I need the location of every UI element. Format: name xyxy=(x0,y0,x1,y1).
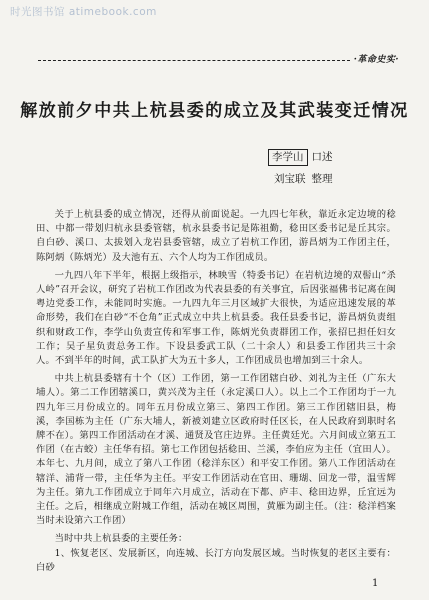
narrator-name: 李学山 xyxy=(268,149,308,166)
editor-name: 刘宝联 xyxy=(274,173,306,185)
byline-narrator xyxy=(268,146,418,168)
page-number: 1 xyxy=(372,578,379,589)
article-body xyxy=(36,208,396,575)
paragraph-3: 中共上杭县委辖有十个（区）工作团，第一工作团辖白砂、刘礼为主任（广东大埔人）。第二工作团辖溪口，黄兴茂为主任（永定溪口人）。以上二个工作团均于一九四九年三月份成立的。同年五月份成立第三、第四工作团。第三工作团辖旧县，梅溪，李国栋为主任（广东大埔人，新被刘建立区政府时任区长，在人民政府到职时名牌不在）。第四工作团活动在才溪、通贤及官庄边界。主任黄廷光。六月间成立第五工作团（在古蛟）主任华有招。第七工作团包括稔田、兰溪，李伯应为主任（宜田人）。本年七、九月间，成立了第八工作团（稔洋东区）和平安工作团。第八工作团活动在辖洋、浦背一带，主任华为主任。平安工作团活动在官田、珊瑚、回龙一带，温雪辉为主任。第九工作团成立于同年六月成立，活动在下都、庐丰、稔田边界，丘宜远为主任。之后，相继成立附城工作组，活动在城区周围，黄雁为副主任。（注：稔洋档案当时未设第六工作团） xyxy=(36,373,396,527)
editor-role: 整理 xyxy=(311,173,333,185)
paragraph-4: 当时中共上杭县委的主要任务： xyxy=(54,533,188,545)
header-rule xyxy=(38,60,350,61)
paragraph-5: 1、恢复老区、发展新区，向连城、长汀方向发展区域。当时恢复的老区主要有：白砂 xyxy=(36,547,396,573)
section-tag: ·革命史实· xyxy=(353,55,399,65)
paragraph-2: 一九四八年下半年，根据上级指示，林映雪（特委书记）在岩杭边境的双髻山“杀人岭”召开会议，研究了岩杭工作团改为代表县委的有关事宜，后因张福佛书记离在闽粤边党委工作，未能同时实施。一九四九年三月区域扩大很快，为适应迅速发展的革命形势，我们在白砂“不仓角”正式成立中共上杭县委。我任县委书记，游昌炳负责组织和财政工作，李学山负责宣传和军事工作，陈炳光负责群团工作，张招巳担任妇女工作；吴子星负责总务工作。下设县委武工队（二十余人）和县委工作团共三十余人。不到半年的时间，武工队扩大为五十多人，工作团成员也增加到三十余人。 xyxy=(36,269,396,367)
watermark: 时光图书馆 atimebook.com xyxy=(10,6,157,18)
article-title: 解放前夕中共上杭县委的成立及其武装变迁情况 xyxy=(20,101,409,121)
narrator-role: 口述 xyxy=(311,151,333,163)
byline-editor xyxy=(268,168,418,190)
paragraph-1: 关于上杭县委的成立情况，还得从前面说起。一九四七年秋，靠近永定边境的稔田、中都一带划归杭永县委管辖，杭永县委书记是陈祖勤，稔田区委书记是丘其宗。自白砂、溪口、太拔划入龙岩县委管辖，成立了岩杭工作团，游昌炳为工作团主任，陈阿炳（陈炳光）及大池有五、六个人均为工作团成员。 xyxy=(36,209,396,263)
byline xyxy=(268,146,418,190)
